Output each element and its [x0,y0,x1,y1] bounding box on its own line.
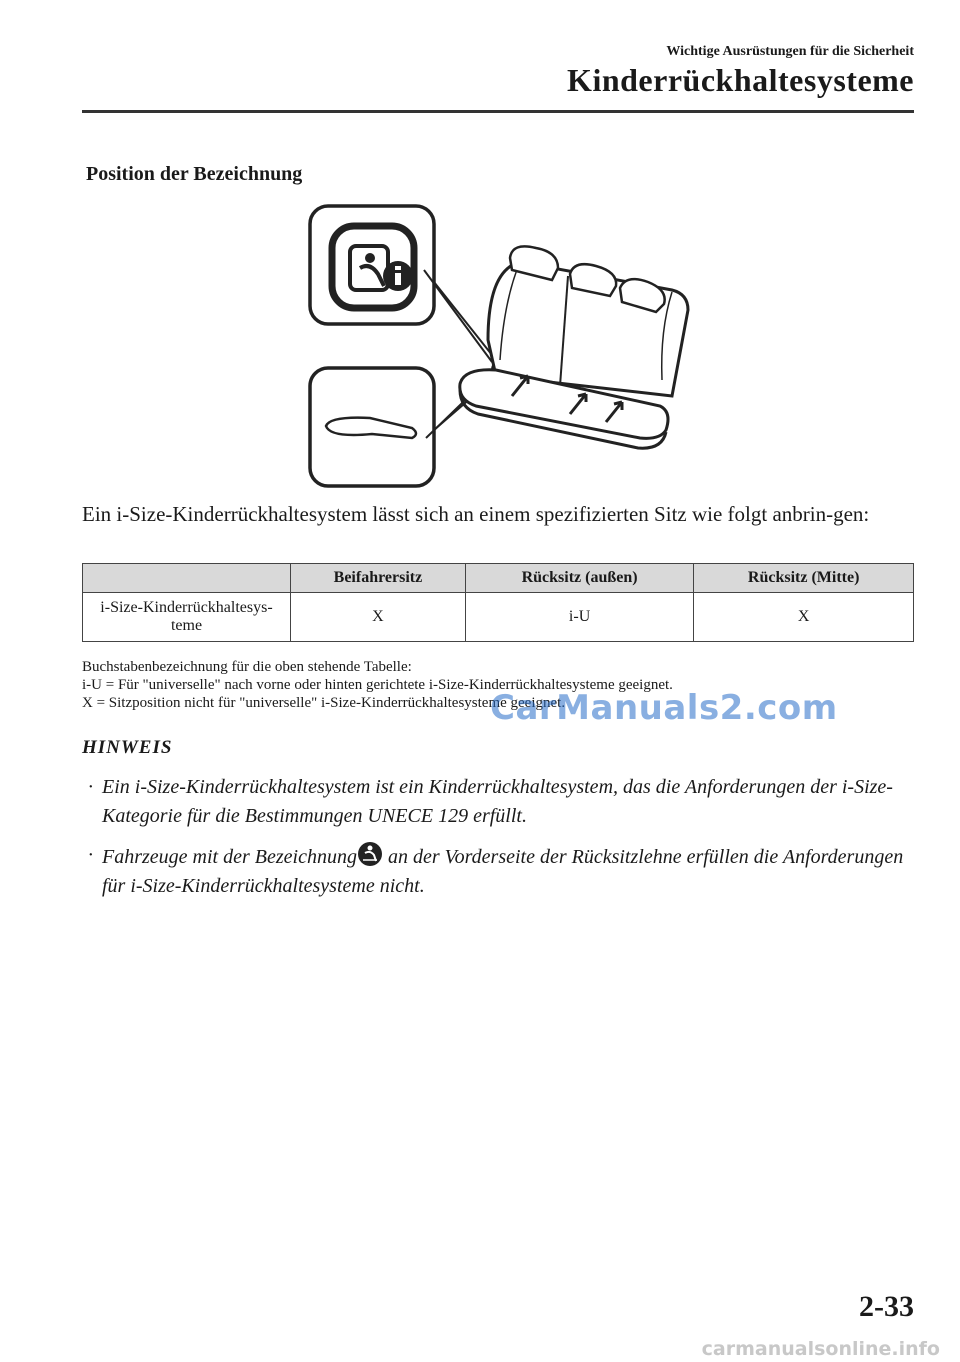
page-title: Kinderrückhaltesysteme [567,62,914,98]
legend-line: Buchstabenbezeichnung für die oben stehende Tabelle: [82,659,412,675]
table-header-cell: Rücksitz (außen) [465,564,693,593]
note-text: an der Vorderseite der Rücksitzlehne erfüllen die Anforderungen für i-Size-Kinderrückhaltesysteme nicht. [102,846,904,897]
note-item [82,841,912,901]
watermark: CarManuals2.com [490,688,838,728]
footer-site: carmanualsonline.info [701,1338,940,1360]
note-list [82,773,912,911]
bullet-icon: · [88,776,93,798]
legend-line: X = Sitzposition nicht für "universelle" i-Size-Kinderrückhaltesysteme geeignet. [82,695,566,711]
note-text: Ein i-Size-Kinderrückhaltesystem ist ein Kinderrückhaltesystem, das die Anforderungen der i-Size-Kategorie für die Bestimmungen UNECE 129 erfüllt. [102,776,893,827]
i-size-label-callout [310,206,434,324]
header-divider [82,110,914,113]
legend-line: i-U = Für "universelle" nach vorne oder hinten gerichtete i-Size-Kinderrückhaltesysteme geeignet. [82,677,673,693]
table-header-cell: Beifahrersitz [291,564,466,593]
rear-seat [460,246,688,448]
anchor-slot-callout [310,368,434,486]
note-text: Fahrzeuge mit der Bezeichnung [102,846,357,868]
table-row [83,593,914,642]
table-cell: i-U [465,593,693,642]
note-title: HINWEIS [82,737,173,758]
chapter-subtitle: Wichtige Ausrüstungen für die Sicherheit [666,44,914,59]
section-heading: Position der Bezeichnung [86,163,303,185]
i-size-compatibility-table [82,563,914,642]
rear-seat-illustration [300,200,700,490]
note-item [82,773,912,831]
page-number: 2-33 [859,1290,914,1323]
row-label: i-Size-Kinderrückhaltesys-teme [83,593,291,642]
intro-paragraph: Ein i-Size-Kinderrückhaltesystem lässt sich an einem spezifizierten Sitz wie folgt anbrin-gen: [82,502,870,526]
table-cell: X [694,593,914,642]
bullet-icon: · [88,844,93,866]
table-header-cell [83,564,291,593]
isofix-child-seat-icon [357,841,383,867]
table-header-row [83,564,914,593]
table-cell: X [291,593,466,642]
table-header-cell: Rücksitz (Mitte) [694,564,914,593]
